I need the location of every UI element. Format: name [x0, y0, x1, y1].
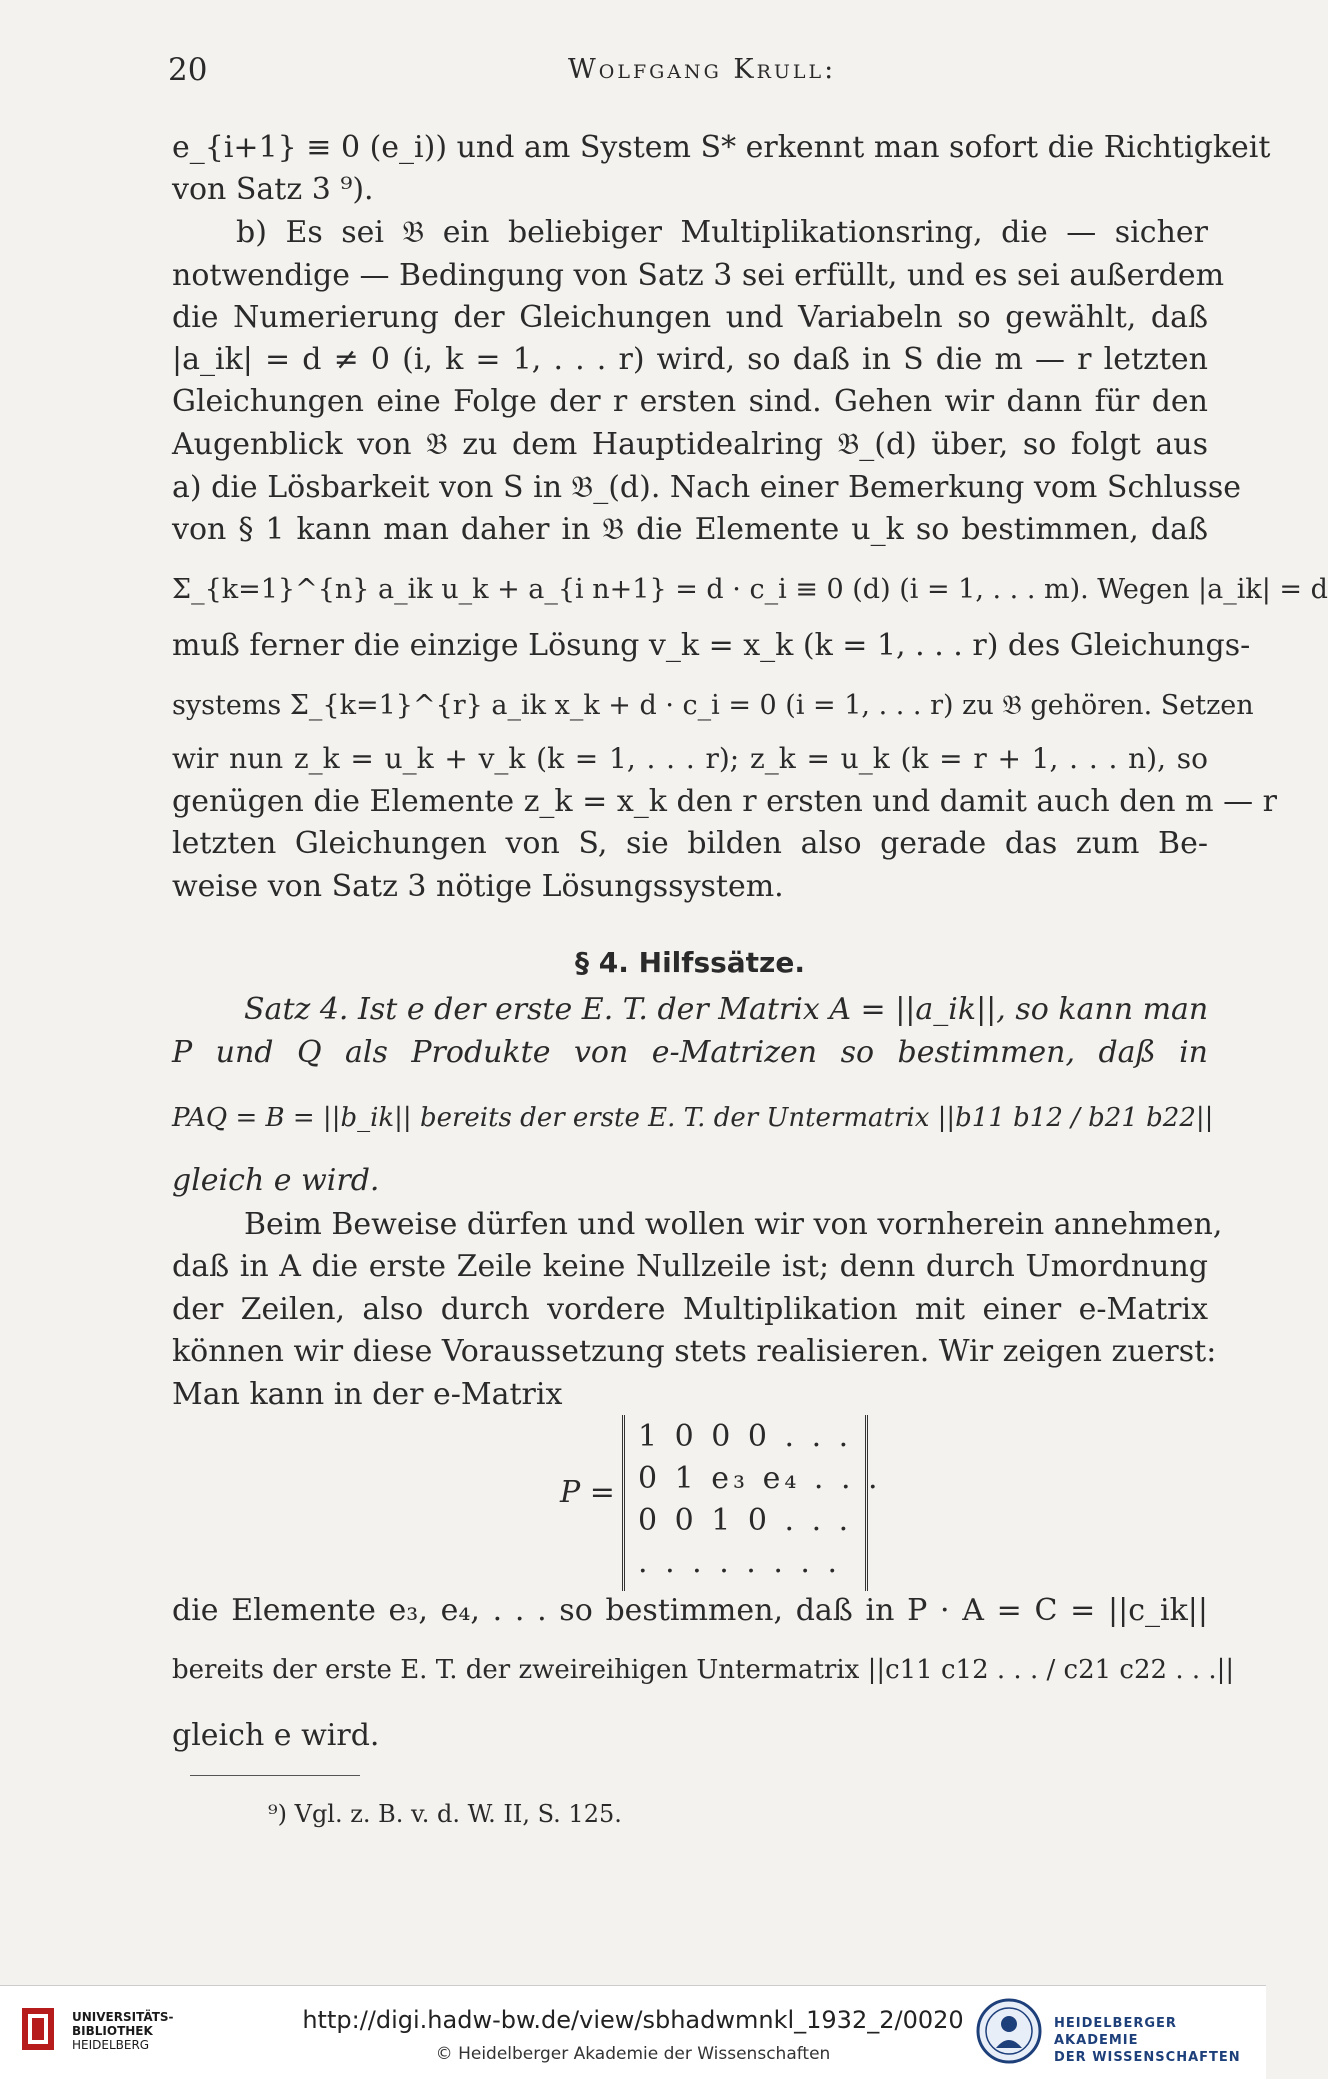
university-library-name: UNIVERSITÄTS- BIBLIOTHEK HEIDELBERG	[72, 2010, 174, 2052]
page-header	[168, 52, 1210, 98]
theorem-line: Satz 4. Ist e der erste E. T. der Matrix A = ||a_ik||, so kann man	[244, 992, 1209, 1027]
matrix-label: P =	[560, 1475, 615, 1510]
matrix-p	[560, 1415, 880, 1591]
academy-name: HEIDELBERGER AKADEMIE DER WISSENSCHAFTEN	[1054, 2016, 1241, 2065]
proof-line: Beim Beweise dürfen und wollen wir von vornherein annehmen,	[244, 1207, 1223, 1242]
body-line: von Satz 3 ⁹).	[172, 172, 374, 207]
permalink-url[interactable]: http://digi.hadw-bw.de/view/sbhadwmnkl_1932_2/0020	[302, 2006, 964, 2034]
body-line: letzten Gleichungen von S, sie bilden also gerade das zum Be-	[172, 826, 1208, 861]
body-line-formula: systems Σ_{k=1}^{r} a_ik x_k + d · c_i = 0 (i = 1, . . . r) zu 𝔅 gehören. Setzen	[172, 690, 1254, 721]
body-line: von § 1 kann man daher in 𝔅 die Elemente u_k so bestimmen, daß	[172, 512, 1208, 547]
body-line: weise von Satz 3 nötige Lösungssystem.	[172, 869, 784, 904]
proof-line: Man kann in der e-Matrix	[172, 1377, 563, 1412]
body-line: muß ferner die einzige Lösung v_k = x_k (k = 1, . . . r) des Gleichungs-	[172, 628, 1251, 663]
matrix-row: 0 0 1 0 . . .	[638, 1503, 853, 1538]
body-line: Augenblick von 𝔅 zu dem Hauptidealring 𝔅_(d) über, so folgt aus	[172, 427, 1208, 462]
proof-line: der Zeilen, also durch vordere Multiplikation mit einer e-Matrix	[172, 1292, 1208, 1327]
theorem-line: gleich e wird.	[172, 1163, 380, 1198]
body-line: b) Es sei 𝔅 ein beliebiger Multiplikationsring, die — sicher	[236, 215, 1208, 250]
page-number: 20	[168, 52, 208, 88]
body-line: genügen die Elemente z_k = x_k den r ersten und damit auch den m — r	[172, 784, 1277, 819]
matrix-row: 0 1 e₃ e₄ . . .	[638, 1461, 882, 1496]
proof-line: können wir diese Voraussetzung stets realisieren. Wir zeigen zuerst:	[172, 1334, 1217, 1369]
body-line: bereits der erste E. T. der zweireihigen Untermatrix ||c11 c12 . . . / c21 c22 . . .||	[172, 1655, 1235, 1685]
footnote-rule	[190, 1775, 360, 1776]
body-line: notwendige — Bedingung von Satz 3 sei erfüllt, und es sei außerdem	[172, 258, 1225, 293]
body-line: wir nun z_k = u_k + v_k (k = 1, . . . r); z_k = u_k (k = r + 1, . . . n), so	[172, 742, 1208, 775]
running-title: Wolfgang Krull:	[568, 54, 837, 85]
section-heading: § 4. Hilfssätze.	[575, 946, 805, 979]
viewer-footer	[0, 1985, 1266, 2079]
body-line: die Elemente e₃, e₄, . . . so bestimmen, daß in P · A = C = ||c_ik||	[172, 1593, 1208, 1628]
body-line: die Numerierung der Gleichungen und Variabeln so gewählt, daß	[172, 300, 1208, 335]
body-line: e_{i+1} ≡ 0 (e_i)) und am System S* erkennt man sofort die Richtigkeit	[172, 130, 1271, 165]
footnote: ⁹) Vgl. z. B. v. d. W. II, S. 125.	[268, 1800, 622, 1828]
theorem-line: P und Q als Produkte von e-Matrizen so bestimmen, daß in	[172, 1035, 1208, 1070]
matrix-row: 1 0 0 0 . . .	[638, 1419, 853, 1454]
body-line: |a_ik| = d ≠ 0 (i, k = 1, . . . r) wird, so daß in S die m — r letzten	[172, 342, 1208, 377]
body-line-formula: Σ_{k=1}^{n} a_ik u_k + a_{i n+1} = d · c_i ≡ 0 (d) (i = 1, . . . m). Wegen |a_ik| = d	[172, 574, 1328, 605]
body-line: gleich e wird.	[172, 1718, 380, 1753]
matrix-row: . . . . . . . .	[638, 1545, 842, 1580]
academy-seal-icon	[976, 1998, 1042, 2064]
body-line: Gleichungen eine Folge der r ersten sind. Gehen wir dann für den	[172, 384, 1208, 419]
body-line: a) die Lösbarkeit von S in 𝔅_(d). Nach einer Bemerkung vom Schlusse	[172, 470, 1242, 505]
theorem-line: PAQ = B = ||b_ik|| bereits der erste E. T. der Untermatrix ||b11 b12 / b21 b22||	[172, 1103, 1214, 1133]
proof-line: daß in A die erste Zeile keine Nullzeile ist; denn durch Umordnung	[172, 1249, 1208, 1284]
copyright-notice: © Heidelberger Akademie der Wissenschaften	[435, 2044, 831, 2064]
